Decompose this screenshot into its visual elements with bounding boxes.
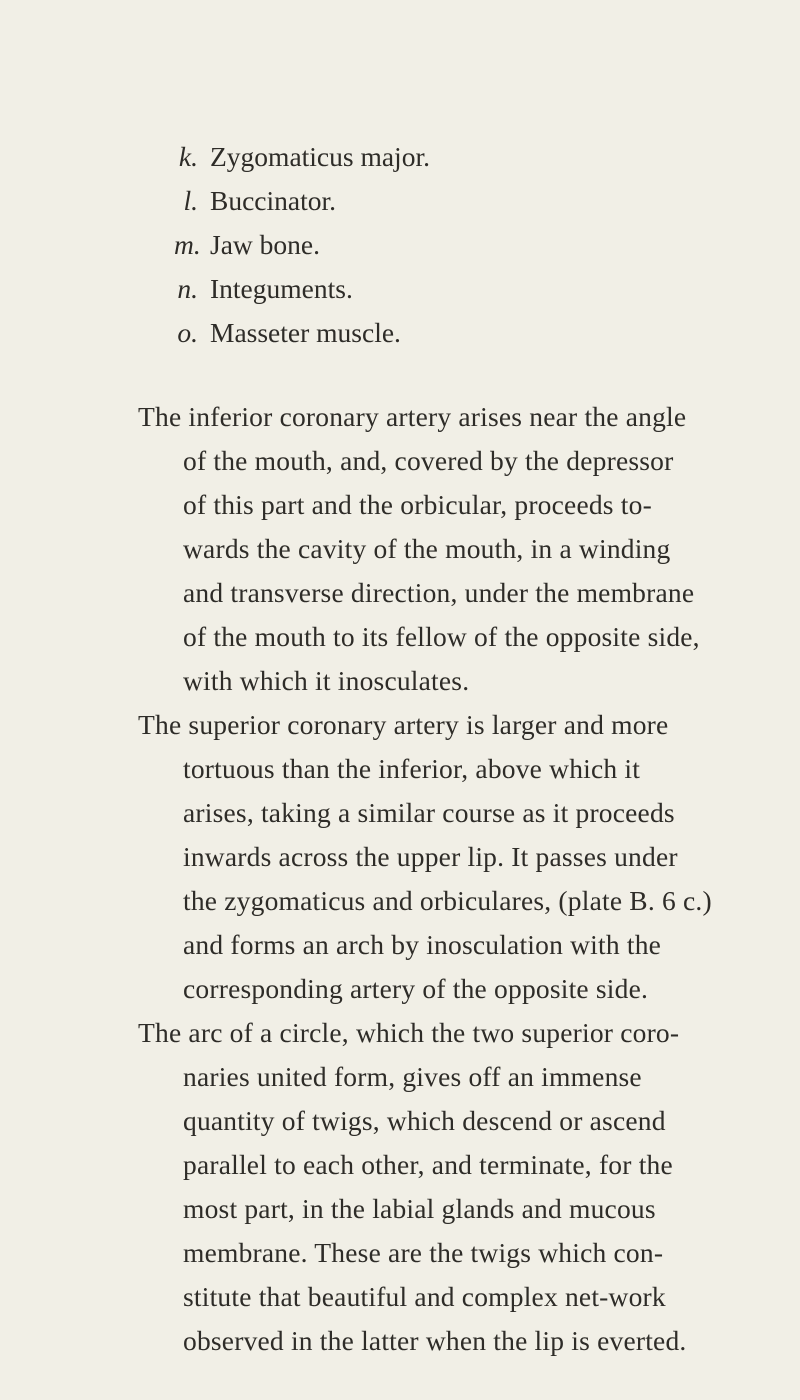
text-line: The arc of a circle, which the two superior coro- xyxy=(138,1017,680,1048)
legend-item-m xyxy=(174,228,320,262)
text-line: membrane. These are the twigs which con- xyxy=(183,1237,664,1268)
legend-item-k xyxy=(174,140,430,174)
text-line: stitute that beautiful and complex net-work xyxy=(183,1281,666,1312)
text-line: tortuous than the inferior, above which it xyxy=(183,753,641,784)
legend-item-n xyxy=(174,272,353,306)
legend-letter: o. xyxy=(177,317,198,348)
legend-text: Masseter muscle. xyxy=(210,317,401,348)
legend-letter: n. xyxy=(177,273,198,304)
text-line: The inferior coronary artery arises near the angle xyxy=(138,401,687,432)
legend-text: Zygomaticus major. xyxy=(210,141,430,172)
legend-letter: k. xyxy=(178,141,198,172)
text-line: the zygomaticus and orbiculares, (plate B. 6 c.) xyxy=(183,885,712,916)
text-line: corresponding artery of the opposite side. xyxy=(183,973,649,1004)
legend-letter: m. xyxy=(174,229,201,260)
text-line: of the mouth to its fellow of the opposite side, xyxy=(183,621,700,652)
text-line: and forms an arch by inosculation with the xyxy=(183,929,662,960)
text-line: wards the cavity of the mouth, in a winding xyxy=(183,533,671,564)
text-line: inwards across the upper lip. It passes under xyxy=(183,841,678,872)
legend-item-l xyxy=(174,184,336,218)
text-line: most part, in the labial glands and mucous xyxy=(183,1193,656,1224)
legend-text: Jaw bone. xyxy=(210,229,320,260)
legend-letter: l. xyxy=(183,185,198,216)
text-line: arises, taking a similar course as it proceeds xyxy=(183,797,675,828)
text-line: parallel to each other, and terminate, for the xyxy=(183,1149,673,1180)
text-line: of the mouth, and, covered by the depressor xyxy=(183,445,674,476)
text-line: The superior coronary artery is larger and more xyxy=(138,709,669,740)
text-line: quantity of twigs, which descend or ascend xyxy=(183,1105,666,1136)
text-line: of this part and the orbicular, proceeds to- xyxy=(183,489,652,520)
text-line: observed in the latter when the lip is everted. xyxy=(183,1325,687,1356)
legend-text: Buccinator. xyxy=(210,185,337,216)
text-line: with which it inosculates. xyxy=(183,665,470,696)
text-line: naries united form, gives off an immense xyxy=(183,1061,642,1092)
legend-text: Integuments. xyxy=(210,273,353,304)
text-line: and transverse direction, under the membrane xyxy=(183,577,695,608)
legend-item-o xyxy=(174,316,401,350)
